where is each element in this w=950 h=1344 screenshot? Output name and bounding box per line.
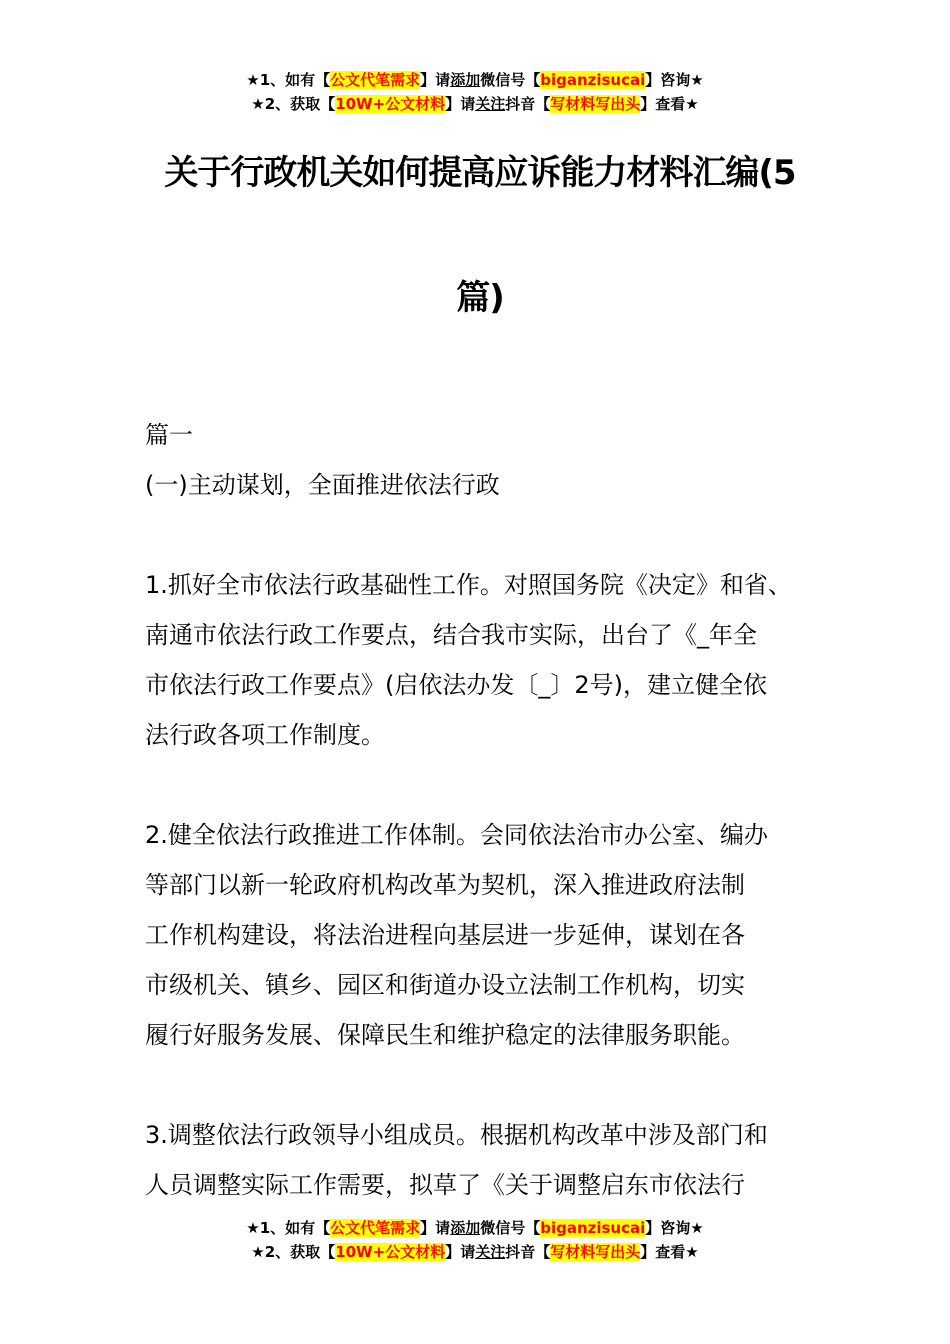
paragraph-line: 市依法行政工作要点》(启依法办发〔_〕2号)，建立健全依 [145, 671, 767, 699]
highlight-writing-service: 公文代笔需求 [330, 71, 421, 89]
document-title-line-2: 篇) [456, 278, 504, 318]
highlight-wechat-id: biganzisucai [540, 71, 646, 89]
paragraph-2 [145, 810, 815, 1060]
promo-line-1: ★1、如有【公文代笔需求】请添加微信号【biganzisucai】咨询★ [246, 71, 704, 89]
promo-line-2: ★2、获取【10W+公文材料】请关注抖音【写材料写出头】查看★ [251, 1243, 699, 1261]
highlight-writing-service: 公文代笔需求 [330, 1219, 421, 1237]
highlight-wechat-id: biganzisucai [540, 1219, 646, 1237]
highlight-materials: 10W+公文材料 [335, 95, 446, 113]
paragraph-line: 工作机构建设，将法治进程向基层进一步延伸，谋划在各 [145, 921, 745, 949]
paragraph-line: 市级机关、镇乡、园区和街道办设立法制工作机构，切实 [145, 971, 745, 999]
highlight-douyin-account: 写材料写出头 [550, 95, 641, 113]
document-title-line-1: 关于行政机关如何提高应诉能力材料汇编(5 [164, 153, 796, 193]
document-body [145, 410, 815, 1210]
paragraph-line: 人员调整实际工作需要，拟草了《关于调整启东市依法行 [145, 1171, 745, 1199]
paragraph-line: 3.调整依法行政领导小组成员。根据机构改革中涉及部门和 [145, 1121, 768, 1149]
paragraph-line: 南通市依法行政工作要点，结合我市实际，出台了《_年全 [145, 621, 757, 649]
highlight-materials: 10W+公文材料 [335, 1243, 446, 1261]
paragraph-line: 2.健全依法行政推进工作体制。会同依法治市办公室、编办 [145, 821, 768, 849]
section-label: 篇一 [145, 421, 193, 449]
paragraph-line: 等部门以新一轮政府机构改革为契机，深入推进政府法制 [145, 871, 745, 899]
paragraph-line: 法行政各项工作制度。 [145, 721, 385, 749]
paragraph-line: 履行好服务发展、保障民生和维护稳定的法律服务职能。 [145, 1021, 745, 1049]
paragraph-1 [145, 560, 815, 760]
promo-line-2: ★2、获取【10W+公文材料】请关注抖音【写材料写出头】查看★ [251, 95, 699, 113]
promo-banner-bottom [0, 1216, 950, 1264]
document-title [145, 148, 815, 398]
promo-line-1: ★1、如有【公文代笔需求】请添加微信号【biganzisucai】咨询★ [246, 1219, 704, 1237]
highlight-douyin-account: 写材料写出头 [550, 1243, 641, 1261]
paragraph-3 [145, 1110, 815, 1210]
promo-banner-top [0, 68, 950, 116]
paragraph-line: 1.抓好全市依法行政基础性工作。对照国务院《决定》和省、 [145, 571, 792, 599]
subheading: (一)主动谋划，全面推进依法行政 [145, 471, 500, 499]
